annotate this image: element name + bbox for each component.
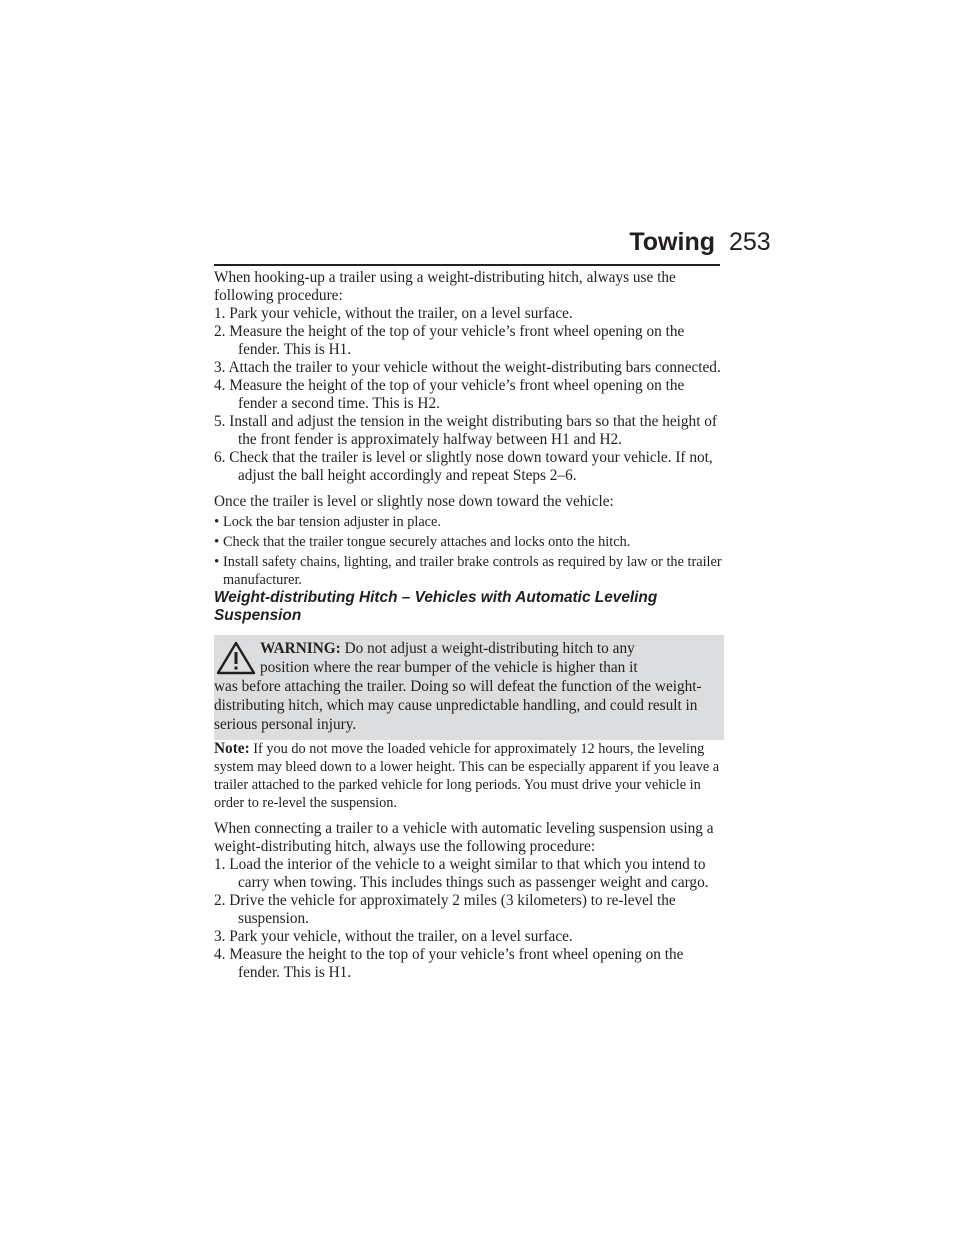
page-number: 253: [729, 228, 771, 256]
bullet-item: • Check that the trailer tongue securely attaches and locks onto the hitch.: [214, 534, 631, 550]
step-6: 6. Check that the trailer is level or slightly nose down toward your vehicle. If not, adjust the ball height accordingly and repeat Steps 2–6.: [214, 449, 713, 484]
note-paragraph: [214, 740, 724, 812]
step-2: 2. Measure the height of the top of your vehicle’s front wheel opening on the fender. This is H1.: [214, 323, 685, 358]
bullet-icon: •: [214, 514, 220, 530]
warning-line-1: Do not adjust a weight-distributing hitch to any: [344, 640, 635, 657]
warning-label: WARNING:: [260, 640, 341, 657]
step-3: 3. Attach the trailer to your vehicle without the weight-distributing bars connected.: [214, 359, 721, 376]
leveling-step-4: 4. Measure the height to the top of your vehicle’s front wheel opening on the fender. This is H1.: [214, 946, 684, 981]
leveling-step-1: 1. Load the interior of the vehicle to a weight similar to that which you intend to carry when towing. This includes things such as passenger weight and cargo.: [214, 856, 709, 891]
step-4: 4. Measure the height of the top of your vehicle’s front wheel opening on the fender a second time. This is H2.: [214, 377, 685, 412]
subheading: Weight-distributing Hitch – Vehicles with Automatic Leveling Suspension: [214, 589, 658, 624]
bullet-item: • Lock the bar tension adjuster in place.: [214, 514, 441, 530]
intro-2-paragraph: When connecting a trailer to a vehicle with automatic leveling suspension using a weight-distributing hitch, always use the following procedure:: [214, 820, 714, 855]
intro-paragraph: When hooking-up a trailer using a weight-distributing hitch, always use the following procedure:: [214, 269, 676, 304]
bullet-icon: •: [214, 554, 220, 570]
warning-box: [214, 635, 724, 740]
note-text: If you do not move the loaded vehicle for approximately 12 hours, the leveling system may bleed down to a lower height. This can be especially apparent if you leave a trailer attached to the parked vehicle for long periods. You must drive your vehicle in order to re-level the suspension.: [214, 741, 720, 811]
leveling-step-3: 3. Park your vehicle, without the trailer, on a level surface.: [214, 928, 573, 945]
section-title: Towing: [629, 228, 715, 256]
bullet-icon: •: [214, 534, 220, 550]
bullet-item: • Install safety chains, lighting, and trailer brake controls as required by law or the trailer manufacturer.: [214, 554, 722, 588]
header-divider: [214, 264, 720, 266]
warning-rest: was before attaching the trailer. Doing so will defeat the function of the weight-distributing hitch, which may cause unpredictable handling, and could result in serious personal injury.: [214, 678, 702, 733]
step-1: 1. Park your vehicle, without the trailer, on a level surface.: [214, 305, 573, 322]
leveling-step-2: 2. Drive the vehicle for approximately 2 miles (3 kilometers) to re-level the suspension.: [214, 892, 676, 927]
warning-line-2: position where the rear bumper of the vehicle is higher than it: [260, 659, 638, 676]
page-content: [214, 269, 724, 982]
note-label: Note:: [214, 740, 250, 757]
warning-triangle-icon: [216, 641, 256, 675]
step-5: 5. Install and adjust the tension in the weight distributing bars so that the height of the front fender is approximately halfway between H1 and H2.: [214, 413, 718, 448]
level-intro: Once the trailer is level or slightly nose down toward the vehicle:: [214, 493, 614, 510]
page-header: [0, 228, 960, 268]
